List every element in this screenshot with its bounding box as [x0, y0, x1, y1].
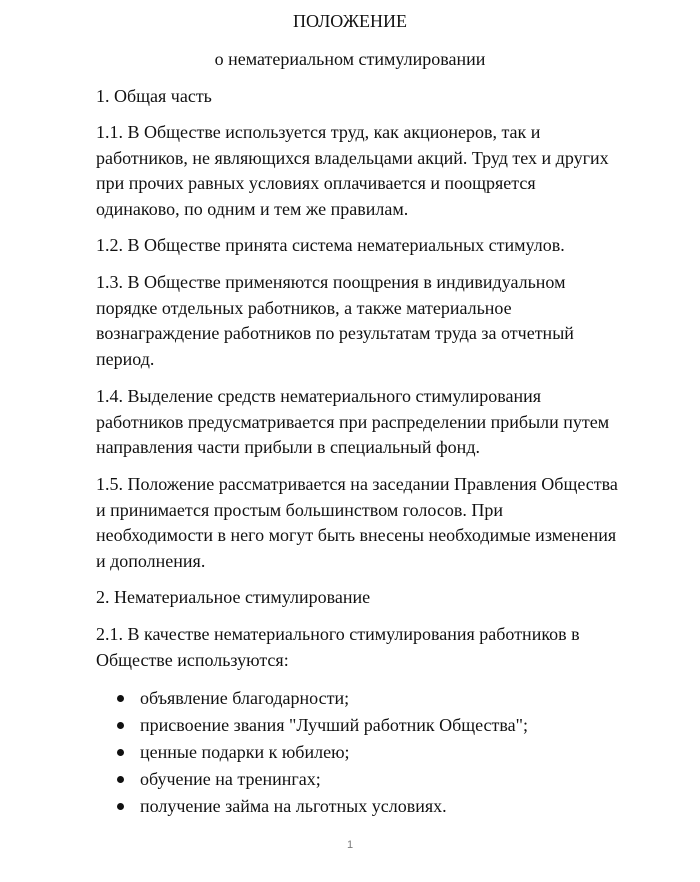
paragraph-1-3 [96, 270, 656, 372]
paragraph-line: и принимается простым большинством голосов. При [96, 499, 503, 520]
paragraph-1-1 [96, 120, 656, 222]
bullet-icon [117, 695, 124, 702]
list-item [96, 766, 656, 793]
paragraph-line: порядке отдельных работников, а также материальное [96, 297, 512, 318]
list-item-text: ценные подарки к юбилею; [140, 742, 350, 762]
paragraph-line: 1.3. В Обществе применяются поощрения в индивидуальном [96, 272, 566, 292]
list-item-text: присвоение звания "Лучший работник Общества"; [140, 715, 528, 735]
paragraph-line: вознаграждение работников по результатам труда за отчетный [96, 323, 574, 343]
document-subtitle: о нематериальном стимулировании [214, 49, 486, 69]
paragraph-line: при прочих равных условиях оплачивается и поощряется [96, 173, 536, 193]
section-2-heading: 2. Нематериальное стимулирование [96, 587, 371, 607]
paragraph-line: и дополнения. [96, 550, 206, 571]
incentives-list [96, 685, 656, 820]
paragraph-line: необходимости в него могут быть внесены необходимые изменения [96, 525, 617, 545]
paragraph-1-4 [96, 384, 656, 461]
paragraph-line: 1.4. Выделение средств нематериального стимулирования [96, 386, 542, 406]
list-item-text: обучение на тренингах; [140, 769, 321, 789]
paragraph-line: работников предусматривается при распределении прибыли путем [96, 411, 610, 432]
bullet-icon [117, 803, 124, 810]
page-number: 1 [346, 839, 354, 851]
list-item [96, 712, 656, 739]
list-item [96, 685, 656, 712]
section-1-heading: 1. Общая часть [96, 86, 212, 106]
list-item-text: получение займа на льготных условиях. [140, 796, 447, 816]
paragraph-line: направления части прибыли в специальный фонд. [96, 437, 480, 457]
list-item [96, 739, 656, 766]
paragraph-line: 1.1. В Обществе используется труд, как акционеров, так и [96, 122, 541, 142]
list-item [96, 793, 656, 820]
paragraph-1-2: 1.2. В Обществе принята система нематериальных стимулов. [96, 235, 565, 255]
bullet-icon [117, 776, 124, 783]
paragraph-line: одинаково, по одним и тем же правилам. [96, 198, 409, 219]
paragraph-line: Обществе используются: [96, 649, 289, 670]
bullet-icon [117, 722, 124, 729]
paragraph-1-5 [96, 472, 656, 574]
bullet-icon [117, 749, 124, 756]
paragraph-line: период. [96, 348, 155, 369]
paragraph-2-1 [96, 622, 656, 673]
document-title: ПОЛОЖЕНИЕ [293, 11, 407, 31]
paragraph-line: 2.1. В качестве нематериального стимулирования работников в [96, 624, 580, 644]
paragraph-line: работников, не являющихся владельцами акций. Труд тех и других [96, 147, 609, 168]
paragraph-line: 1.5. Положение рассматривается на заседании Правления Общества [96, 474, 618, 494]
list-item-text: объявление благодарности; [140, 688, 350, 708]
